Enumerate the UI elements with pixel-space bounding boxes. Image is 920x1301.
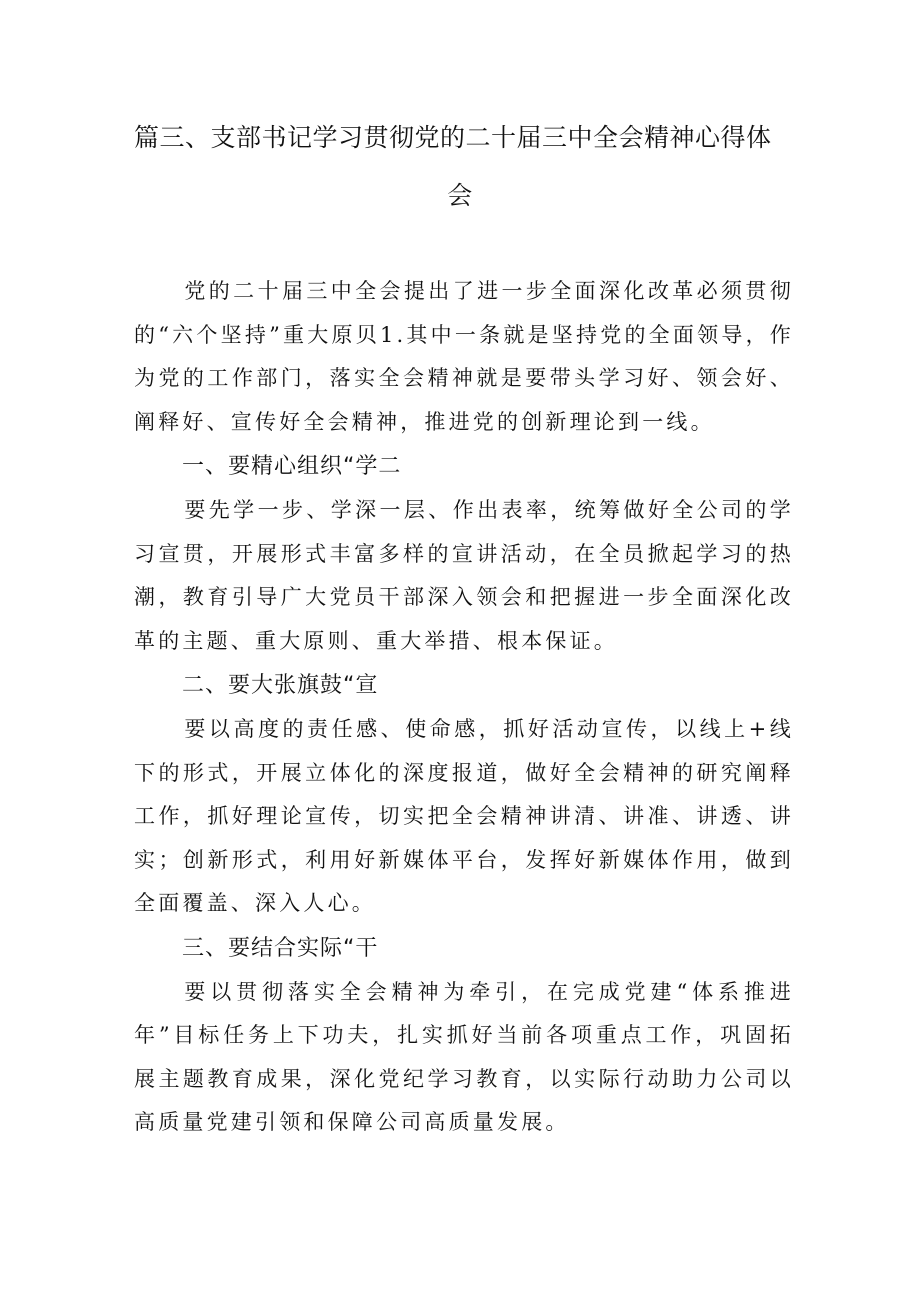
document-title-line-2: 会 [447, 181, 473, 210]
document-title-line-1: 篇三、支部书记学习贯彻党的二十届三中全会精神心得体 [134, 123, 772, 152]
section-1-paragraph: 要先学一步、学深一层、作出表率，统筹做好全公司的学习宣贯，开展形式丰富多样的宣讲活动，在全员掀起学习的热潮，教育引导广大党员干部深入领会和把握进一步全面深化改革的主题、重大原则、重大举措、根本保证。 [134, 498, 794, 653]
section-2-paragraph: 要以高度的责任感、使命感，抓好活动宣传，以线上+线下的形式，开展立体化的深度报道，做好全会精神的研究阐释工作，抓好理论宣传，切实把全会精神讲清、讲准、讲透、讲实；创新形式，利用好新媒体平台，发挥好新媒体作用，做到全面覆盖、深入人心。 [134, 717, 794, 915]
section-2-heading: 二、要大张旗鼓“宣 [182, 673, 379, 698]
section-1-heading: 一、要精心组织“学二 [182, 454, 402, 479]
section-3-paragraph: 要以贯彻落实全会精神为牵引，在完成党建“体系推进年”目标任务上下功夫，扎实抓好当前各项重点工作，巩固拓展主题教育成果，深化党纪学习教育，以实际行动助力公司以高质量党建引领和保障公司高质量发展。 [134, 979, 794, 1134]
intro-paragraph: 党的二十届三中全会提出了进一步全面深化改革必须贯彻的“六个坚持”重大原贝1.其中一条就是坚持党的全面领导，作为党的工作部门，落实全会精神就是要带头学习好、领会好、阐释好、宣传好全会精神，推进党的创新理论到一线。 [134, 279, 794, 434]
section-3-heading: 三、要结合实际“干 [182, 935, 379, 961]
document-body [134, 270, 794, 1145]
